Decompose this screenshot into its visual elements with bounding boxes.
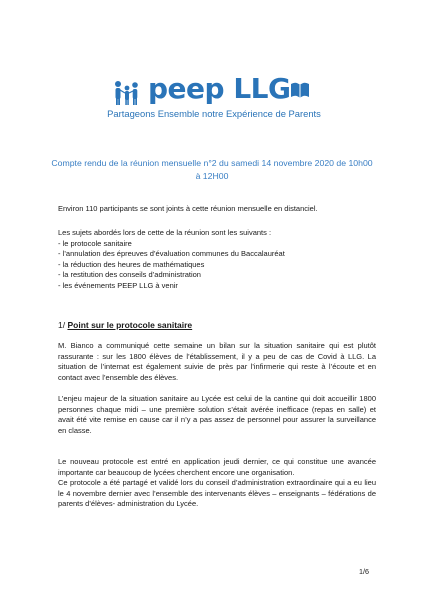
page-number: 1/6 xyxy=(359,567,369,576)
list-item: - le protocole sanitaire xyxy=(58,238,132,248)
subjects-list xyxy=(58,228,285,292)
paragraph-cantine: L’enjeu majeur de la situation sanitaire au Lycée est celui de la cantine qui doit accueillir 1800 personnes chaque midi – une première solution s’était avérée inefficace (repas en salle) et avait été vite remise en cause car il n’y a pas assez de personnel pour assurer la surveillance en classe. xyxy=(58,394,376,435)
paragraph-nouveau-protocole: Le nouveau protocole est entré en application jeudi dernier, ce qui constitue une avancée importante car beaucoup de lycées cherchent encore une organisation. xyxy=(58,457,376,477)
family-figures-icon xyxy=(113,80,147,106)
subjects-lead: Les sujets abordés lors de cette de la réunion sont les suivants : xyxy=(58,228,272,237)
intro-paragraph: Environ 110 participants se sont joints à cette réunion mensuelle en distanciel. xyxy=(58,204,318,213)
section-heading xyxy=(58,320,192,330)
logo-text: peep LLG xyxy=(148,72,291,105)
list-item: - les événements PEEP LLG à venir xyxy=(58,280,178,290)
list-item: - la restitution des conseils d’administration xyxy=(58,270,201,280)
section-number: 1/ xyxy=(58,320,66,330)
list-item: - la réduction des heures de mathématiques xyxy=(58,259,205,269)
open-book-icon xyxy=(289,80,311,100)
document-title xyxy=(40,157,384,183)
list-item: - l’annulation des épreuves d’évaluation communes du Baccalauréat xyxy=(58,249,285,259)
title-line-2: à 12H00 xyxy=(195,171,229,181)
paragraph-bilan: M. Bianco a communiqué cette semaine un bilan sur la situation sanitaire qui est plutôt rassurante : sur les 1800 élèves de l’établissement, il y a peu de cas de Covid à LLG. La situation de l’internat est également suivie de près par l’infirmerie qui reste à l’écoute et en contact avec l’ensemble des élèves. xyxy=(58,341,376,382)
title-line-1: Compte rendu de la réunion mensuelle n°2 du samedi 14 novembre 2020 de 10h00 xyxy=(51,158,373,168)
section-title: Point sur le protocole sanitaire xyxy=(67,320,193,330)
paragraph-validation: Ce protocole a été partagé et validé lors du conseil d’administration extraordinaire qui a eu lieu le 4 novembre dernier avec l’ensemble des intervenants élèves – enseignants – fédérations de parents d’élèves- administration du Lycée. xyxy=(58,478,376,509)
logo-tagline: Partageons Ensemble notre Expérience de Parents xyxy=(107,108,321,119)
